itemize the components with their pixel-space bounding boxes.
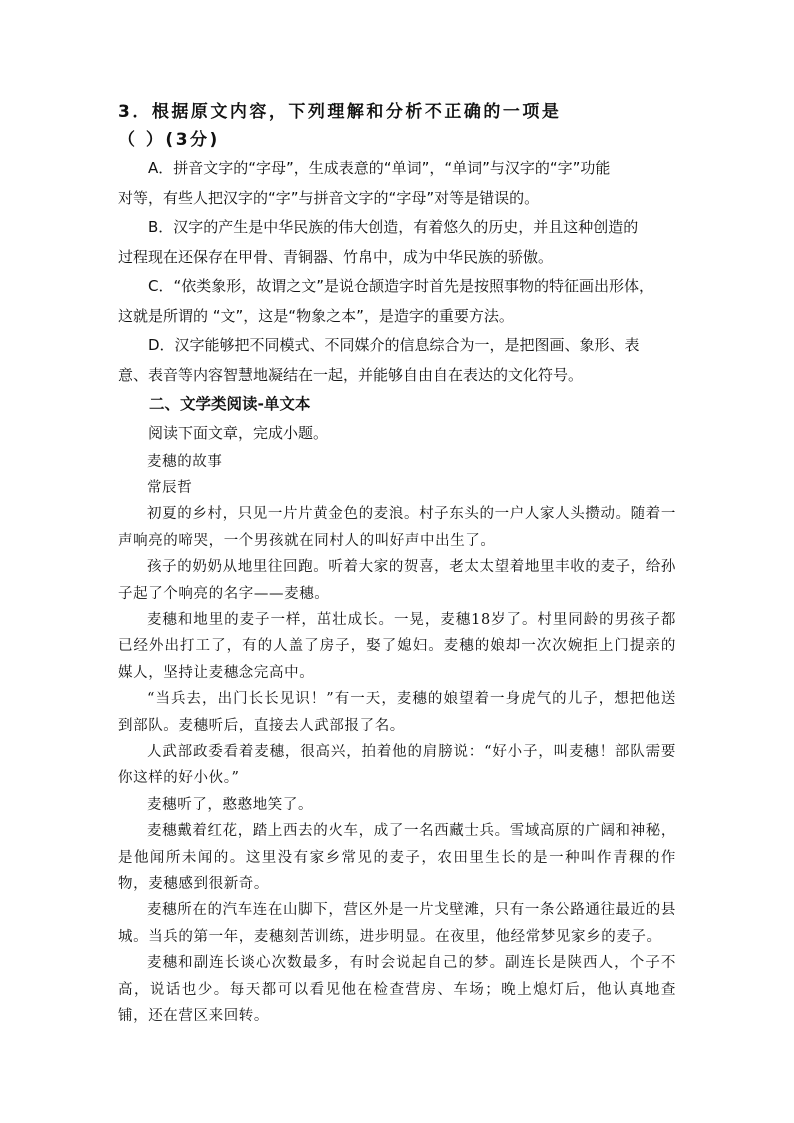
option-b-line-2: 过程现在还保存在甲骨、青铜器、竹帛中，成为中华民族的骄傲。 [118, 247, 554, 266]
option-d [118, 331, 676, 390]
story-paragraph: 孩子的奶奶从地里往回跑。听着大家的贺喜，老太太望着地里丰收的麦子，给孙子起了个响亮的名字——麦穗。 [118, 559, 676, 602]
document-content [118, 98, 676, 1029]
story-paragraph: 麦穗听了，憨憨地笑了。 [147, 796, 314, 813]
story-block [118, 449, 676, 1030]
option-c-line-1: C．“依类象形，故谓之文”是说仓颉造字时首先是按照事物的特征画出形体， [148, 277, 655, 295]
story-author: 常辰哲 [147, 479, 193, 496]
option-d-line-1: D．汉字能够把不同模式、不同媒介的信息综合为一，是把图画、象形、表 [148, 336, 640, 354]
option-a-line-1: A．拼音文字的“字母”，生成表意的“单词”，“单词”与汉字的“字”功能 [148, 159, 611, 177]
story-paragraph: “当兵去，出门长长见识！”有一天，麦穗的娘望着一身虎气的儿子，想把他送到部队。麦穗听后，直接去人武部报了名。 [118, 691, 676, 734]
question-title-line-2 [118, 126, 676, 154]
story-paragraph: 麦穗和地里的麦子一样，茁壮成长。一晃，麦穗18岁了。村里同龄的男孩子都已经外出打工了，有的人盖了房子，娶了媳妇。麦穗的娘却一次次婉拒上门提亲的媒人，坚持让麦穗念完高中。 [118, 611, 676, 681]
question-title [118, 98, 676, 126]
story-paragraph: 麦穗和副连长谈心次数最多，有时会说起自己的梦。副连长是陕西人，个子不高，说话也少。每天都可以看见他在检查营房、车场；晚上熄灯后，他认真地查铺，还在营区来回转。 [118, 955, 676, 1025]
question-title-text: 3．根据原文内容，下列理解和分析不正确的一项是 [118, 102, 562, 122]
story-title: 麦穗的故事 [147, 453, 223, 470]
option-b-line-1: B．汉字的产生是中华民族的伟大创造，有着悠久的历史，并且这种创造的 [148, 218, 639, 236]
question-block [118, 98, 676, 390]
option-b [118, 213, 676, 272]
story-paragraph: 人武部政委看着麦穗，很高兴，拍着他的肩膀说：“好小子，叫麦穗！部队需要你这样的好小伙。” [118, 743, 676, 787]
story-paragraph: 麦穗所在的汽车连在山脚下，营区外是一片戈壁滩，只有一条公路通往最近的县城。当兵的第一年，麦穗刻苦训练，进步明显。在夜里，他经常梦见家乡的麦子。 [118, 902, 676, 945]
option-d-line-2: 意、表音等内容智慧地凝结在一起，并能够自由自在表达的文化符号。 [118, 365, 584, 384]
answer-parentheses: （ ）(3分) [118, 130, 220, 150]
option-c [118, 272, 676, 331]
section-heading: 二、文学类阅读-单文本 [149, 395, 311, 413]
section-instruction: 阅读下面文章，完成小题。 [148, 424, 329, 442]
story-paragraph: 初夏的乡村，只见一片片黄金色的麦浪。村子东头的一户人家人头攒动。随着一声响亮的啼哭，一个男孩就在同村人的叫好声中出生了。 [118, 506, 676, 549]
option-c-line-2: 这就是所谓的 “文”，这是“物象之本”，是造字的重要方法。 [118, 306, 514, 325]
option-a-line-2: 对等，有些人把汉字的“字”与拼音文字的“字母”对等是错误的。 [118, 188, 540, 207]
option-a [118, 154, 676, 213]
story-paragraph: 麦穗戴着红花，踏上西去的火车，成了一名西藏士兵。雪域高原的广阔和神秘，是他闻所未闻的。这里没有家乡常见的麦子，农田里生长的是一种叫作青稞的作物，麦穗感到很新奇。 [118, 823, 676, 892]
